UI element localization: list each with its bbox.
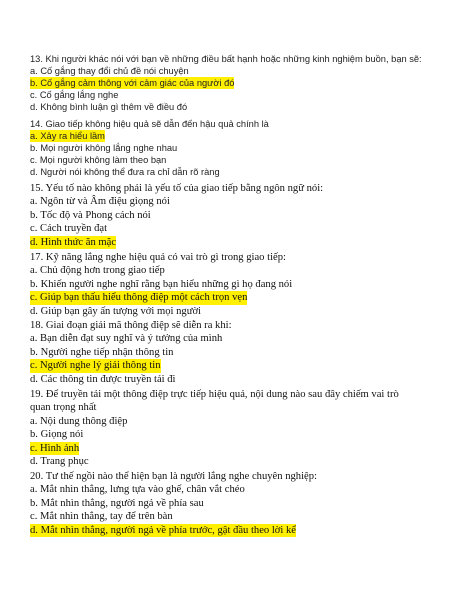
option-c: c. Cố gắng lắng nghe [30, 90, 119, 100]
option-d: d. Hình thức ăn mặc [30, 236, 117, 248]
question-text: 13. Khi người khác nói với bạn về những điều bất hạnh hoặc những kinh nghiệm buồn, bạn sẽ: [30, 54, 422, 64]
question-text-line-1: 19. Để truyền tải một thông điệp trực tiếp hiệu quả, nội dung nào sau đây chiếm vai trò [30, 389, 399, 400]
option-c: c. Người nghe lý giải thông tin [30, 360, 161, 372]
option-a: a. Xảy ra hiểu lầm [30, 131, 105, 141]
option-b: b. Mắt nhìn thẳng, người ngả về phía sau [30, 497, 204, 509]
option-a: a. Bạn diễn đạt suy nghĩ và ý tưởng của mình [30, 333, 223, 345]
question-14 [30, 118, 460, 178]
option-b: b. Người nghe tiếp nhận thông tin [30, 346, 174, 358]
option-d: d. Các thông tin được truyền tải đi [30, 373, 176, 385]
option-a: a. Ngôn từ và Âm điệu giọng nói [30, 196, 170, 208]
question-text: 15. Yếu tố nào không phải là yếu tố của giao tiếp bằng ngôn ngữ nói: [30, 183, 324, 194]
option-a: a. Chủ động hơn trong giao tiếp [30, 265, 165, 277]
option-d: d. Người nói không thể đưa ra chỉ dẫn rõ ràng [30, 167, 220, 177]
option-a: a. Mắt nhìn thẳng, lưng tựa vào ghế, chân vắt chéo [30, 484, 245, 496]
option-d: d. Mắt nhìn thẳng, người ngả về phía trước, gật đầu theo lời kể [30, 524, 297, 536]
option-b: b. Khiến người nghe nghĩ rằng bạn hiểu những gì họ đang nói [30, 278, 293, 290]
option-d: d. Trang phục [30, 456, 89, 468]
question-18 [30, 319, 460, 386]
option-d: d. Giúp bạn gây ấn tượng với mọi người [30, 305, 201, 317]
option-a: a. Cố gắng thay đổi chủ đề nói chuyện [30, 66, 189, 76]
option-b: b. Mọi người không lắng nghe nhau [30, 143, 178, 153]
option-c: c. Hình ảnh [30, 442, 80, 454]
question-15 [30, 182, 460, 249]
option-d: d. Không bình luận gì thêm về điều đó [30, 102, 188, 112]
question-text: 18. Giai đoạn giải mã thông điệp sẽ diễn ra khi: [30, 320, 232, 331]
option-b: b. Giọng nói [30, 429, 84, 441]
question-17 [30, 251, 460, 318]
question-text: 20. Tư thế ngồi nào thể hiện bạn là người lắng nghe chuyên nghiệp: [30, 471, 317, 482]
option-c: c. Giúp bạn thấu hiểu thông điệp một cách trọn vẹn [30, 292, 248, 304]
option-a: a. Nội dung thông điệp [30, 415, 128, 427]
option-c: c. Cách truyền đạt [30, 223, 108, 235]
option-b: b. Cố gắng cảm thông với cảm giác của người đó [30, 78, 235, 88]
question-13 [30, 53, 460, 113]
question-text: 17. Kỹ năng lắng nghe hiệu quả có vai trò gì trong giao tiếp: [30, 252, 286, 263]
question-text-line-2: quan trọng nhất [30, 402, 97, 414]
question-20 [30, 470, 460, 537]
option-b: b. Tốc độ và Phong cách nói [30, 209, 151, 221]
option-c: c. Mọi người không làm theo bạn [30, 155, 167, 165]
option-c: c. Mắt nhìn thẳng, tay để trên bàn [30, 511, 173, 523]
question-19 [30, 388, 460, 468]
question-text: 14. Giao tiếp không hiệu quả sẽ dẫn đến hậu quả chính là [30, 119, 269, 129]
